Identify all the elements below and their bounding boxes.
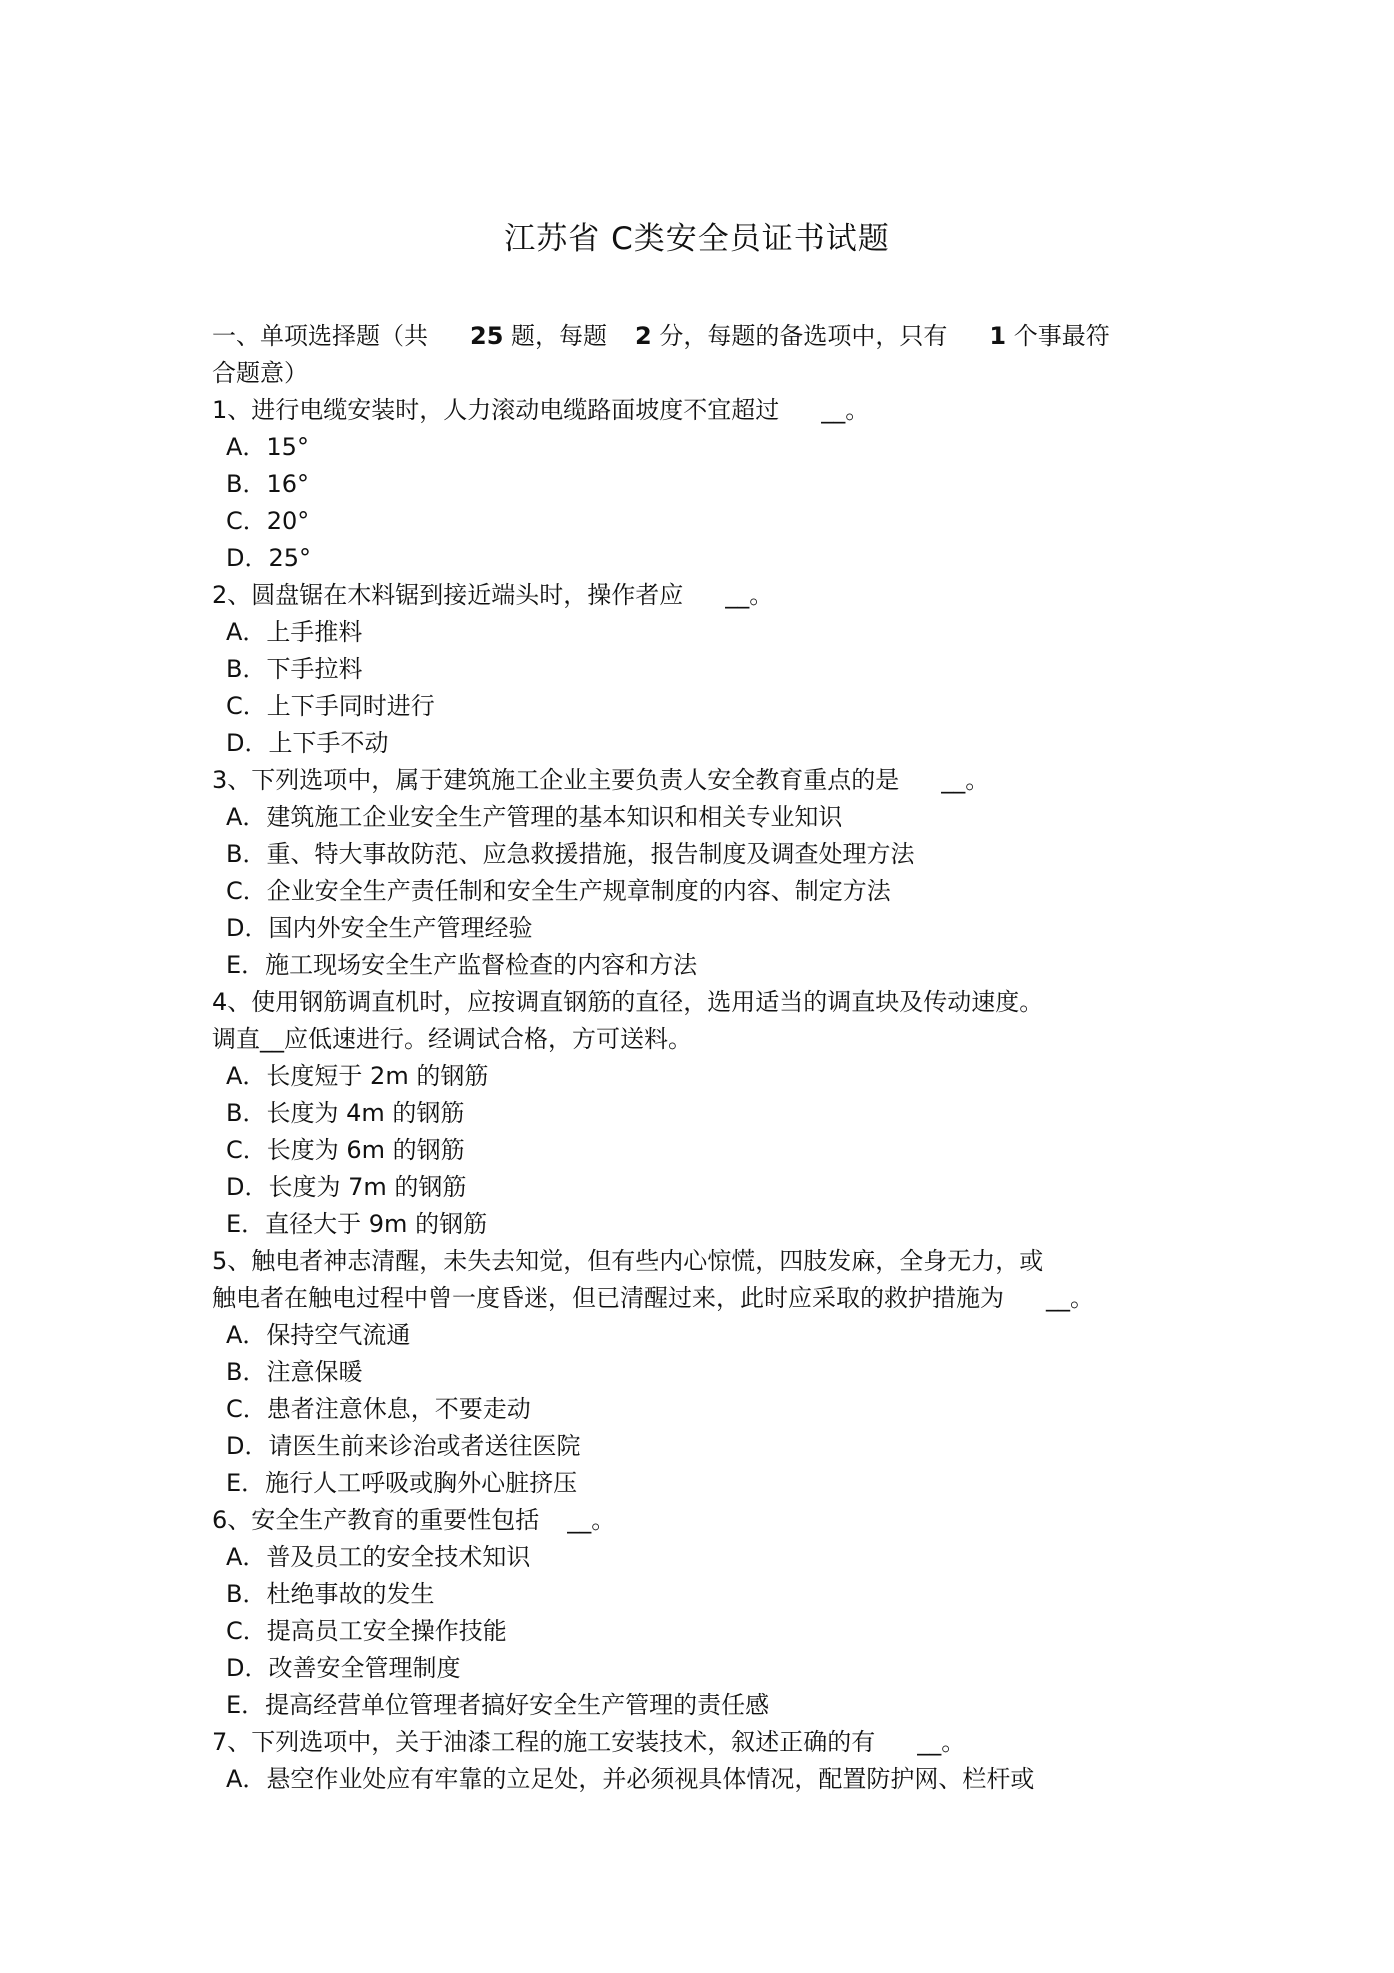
question-6-option-d: D．改善安全管理制度 [226,1654,461,1682]
question-2-stem [212,577,1192,614]
question-1-option-d: D．25° [226,544,312,572]
question-1-text: 1、进行电缆安装时，人力滚动电缆路面坡度不宜超过 [212,396,780,424]
answer-blank: __。 [917,1728,966,1756]
question-6-option-e: E．提高经营单位管理者搞好安全生产管理的责任感 [226,1691,770,1719]
answer-blank: __。 [1046,1284,1094,1312]
question-1-option-c: C．20° [226,507,310,535]
question-3-option-c: C．企业安全生产责任制和安全生产规章制度的内容、制定方法 [226,877,891,905]
question-6-text: 6、安全生产教育的重要性包括 [212,1506,540,1534]
question-7-stem [212,1724,1192,1761]
section-text-2: 题，每题 [511,322,608,350]
question-1-option-a: A．15° [226,433,309,461]
document-body [212,318,1192,1798]
question-4-option-d: D．长度为 7m 的钢筋 [226,1173,467,1201]
question-5-text: 触电者在触电过程中曾一度昏迷，但已清醒过来，此时应采取的救护措施为 [212,1284,1004,1312]
answer-blank: __。 [567,1506,616,1534]
question-5-option-e: E．施行人工呼吸或胸外心脏挤压 [226,1469,578,1497]
answer-blank: __。 [941,766,990,794]
question-7-text: 7、下列选项中，关于油漆工程的施工安装技术，叙述正确的有 [212,1728,876,1756]
question-2-option-d: D．上下手不动 [226,729,389,757]
question-3-option-b: B．重、特大事故防范、应急救援措施，报告制度及调查处理方法 [226,840,915,868]
question-3-option-a: A．建筑施工企业安全生产管理的基本知识和相关专业知识 [226,803,843,831]
question-5-option-c: C．患者注意休息，不要走动 [226,1395,531,1423]
question-2-option-a: A．上手推料 [226,618,363,646]
section-heading-line2: 合题意） [212,359,308,387]
question-6-stem [212,1502,1192,1539]
question-count: 25 [470,322,504,350]
question-5-option-a: A．保持空气流通 [226,1321,411,1349]
question-2-option-c: C．上下手同时进行 [226,692,435,720]
question-2-option-b: B．下手拉料 [226,655,363,683]
question-6-option-a: A．普及员工的安全技术知识 [226,1543,531,1571]
question-4-option-e: E．直径大于 9m 的钢筋 [226,1210,488,1238]
question-6-option-b: B．杜绝事故的发生 [226,1580,435,1608]
points-per-question: 2 [635,322,652,350]
correct-count: 1 [989,322,1007,350]
question-6-option-c: C．提高员工安全操作技能 [226,1617,507,1645]
document-title: 江苏省 C类安全员证书试题 [504,221,890,257]
question-1-option-b: B．16° [226,470,310,498]
question-4-option-c: C．长度为 6m 的钢筋 [226,1136,465,1164]
section-text-3: 分，每题的备选项中，只有 [659,322,948,350]
question-3-text: 3、下列选项中，属于建筑施工企业主要负责人安全教育重点的是 [212,766,900,794]
question-4-stem: 4、使用钢筋调直机时，应按调直钢筋的直径，选用适当的调直块及传动速度。 [212,988,1044,1016]
question-5-stem: 5、触电者神志清醒，未失去知觉，但有些内心惊慌，四肢发麻，全身无力，或 [212,1247,1044,1275]
question-3-stem [212,762,1192,799]
question-4-option-a: A．长度短于 2m 的钢筋 [226,1062,489,1090]
section-text-4: 个事最符 [1013,322,1110,350]
question-4-option-b: B．长度为 4m 的钢筋 [226,1099,465,1127]
question-5-option-d: D．请医生前来诊治或者送往医院 [226,1432,581,1460]
question-3-option-d: D．国内外安全生产管理经验 [226,914,533,942]
answer-blank: __。 [725,581,774,609]
question-1-stem [212,392,1192,429]
question-7-option-a: A．悬空作业处应有牢靠的立足处，并必须视具体情况，配置防护网、栏杆或 [226,1765,1035,1793]
question-4-stem-line2: 调直__应低速进行。经调试合格，方可送料。 [212,1025,692,1053]
question-5-stem-line2 [212,1280,1192,1317]
section-text-1: 一、单项选择题（共 [212,322,428,350]
answer-blank: __。 [821,396,870,424]
section-heading [212,318,1192,355]
question-5-option-b: B．注意保暖 [226,1358,363,1386]
question-3-option-e: E．施工现场安全生产监督检查的内容和方法 [226,951,698,979]
question-2-text: 2、圆盘锯在木料锯到接近端头时，操作者应 [212,581,684,609]
